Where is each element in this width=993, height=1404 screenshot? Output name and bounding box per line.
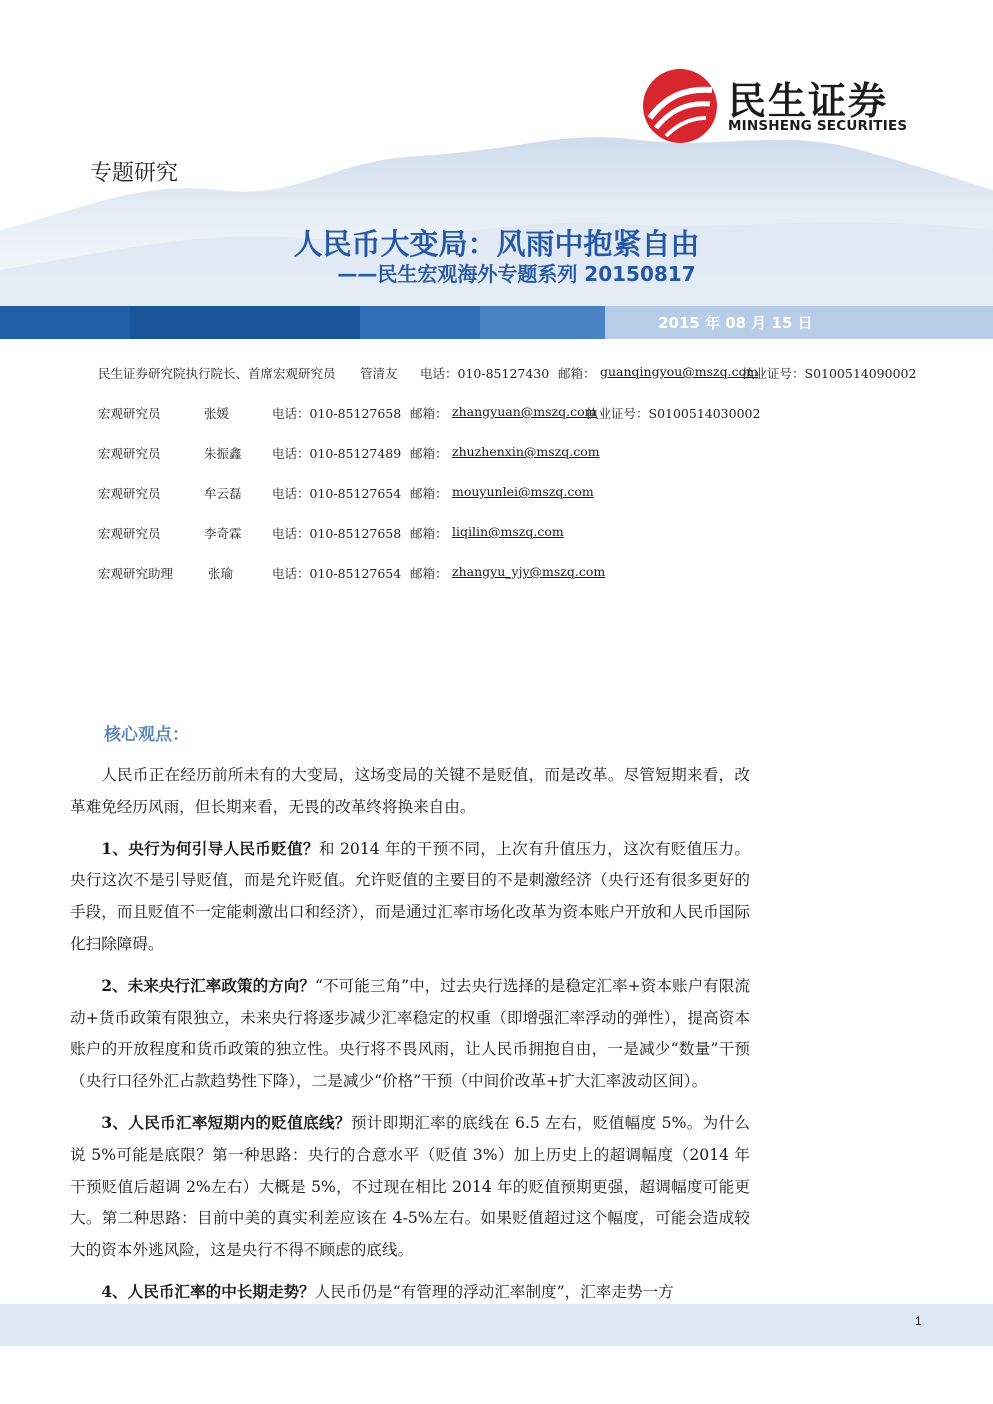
contact-email-label: 邮箱： [410,486,448,501]
contact-email-label: 邮箱： [410,526,448,541]
contact-name: 管清友 [360,366,398,381]
paragraph [70,1107,750,1267]
contact-phone: 电话：010-85127654 [272,566,402,581]
contact-phone: 电话：010-85127658 [272,406,402,421]
date-banner [0,306,993,339]
contact-phone: 电话：010-85127489 [272,446,402,461]
contact-name: 牟云磊 [204,486,242,501]
contact-email-label: 邮箱： [410,446,448,461]
report-date: 2015 年 08 月 15 日 [658,314,813,332]
footer-band [0,1304,993,1346]
contact-role: 宏观研究员 [98,406,161,421]
logo-name-en: MINSHENG SECURITIES [728,118,908,134]
logo-name-cn: 民生证券 [728,79,889,123]
core-views-body [70,760,750,1318]
paragraph-lead: 3、人民币汇率短期内的贬值底线？ [101,1112,351,1132]
paragraph-lead: 1、央行为何引导人民币贬值？ [101,838,319,858]
paragraph-text: 人民币仍是“有管理的浮动汇率制度”，汇率走势一方 [314,1282,674,1301]
section-label: 专题研究 [90,161,179,186]
contact-email-label: 邮箱： [410,566,448,581]
contact-role: 民生证券研究院执行院长、首席宏观研究员 [98,366,336,381]
contact-role: 宏观研究助理 [98,566,174,581]
contact-role: 宏观研究员 [98,446,161,461]
contact-role: 宏观研究员 [98,486,161,501]
contact-name: 张瑜 [208,566,234,581]
report-subtitle: ——民生宏观海外专题系列 20150817 [337,262,696,286]
contact-role: 宏观研究员 [98,526,161,541]
contact-name: 张媛 [204,406,230,421]
contact-email-link[interactable]: zhangyu_yjy@mszq.com [452,564,606,579]
paragraph-lead: 4、人民币汇率的中长期走势？ [101,1281,315,1301]
contact-name: 朱振鑫 [204,446,242,461]
paragraph [70,760,750,824]
paragraph-lead: 2、未来央行汇率政策的方向？ [101,975,316,995]
contact-email-link[interactable]: zhuzhenxin@mszq.com [452,444,600,459]
paragraph-text: 和 2014 年的干预不同，上次有升值压力，这次有贬值压力。央行这次不是引导贬值，而是允许贬值。允许贬值的主要目的不是刺激经济（央行还有很多更好的手段，而且贬值不一定能刺激出口和经济），而是通过汇率市场化改革为资本账户开放和人民币国际化扫除障碍。 [70,839,750,953]
contact-email-link[interactable]: mouyunlei@mszq.com [452,484,594,499]
logo-emblem-icon [640,66,720,146]
paragraph [70,970,750,1098]
contact-email-link[interactable]: liqilin@mszq.com [452,524,564,539]
mountain-background [0,120,993,320]
page-number: 1 [915,1314,922,1328]
contact-email-link[interactable]: guanqingyou@mszq.com [600,364,758,379]
core-views-heading: 核心观点： [104,725,189,745]
contact-email-label: 邮箱： [410,406,448,421]
contact-email-label: 邮箱： [558,366,596,381]
paragraph-text: “不可能三角”中，过去央行选择的是稳定汇率+资本账户有限流动+货币政策有限独立，未来央行将逐步减少汇率稳定的权重（即增强汇率浮动的弹性），提高资本账户的开放程度和货币政策的独立性。央行将不畏风雨，让人民币拥抱自由，一是减少“数量”干预（央行口径外汇占款趋势性下降），二是减少“价格”干预（中间价改革+扩大汇率波动区间）。 [70,976,750,1091]
report-title: 人民币大变局：风雨中抱紧自由 [293,227,700,261]
contact-name: 李奇霖 [204,526,242,541]
minsheng-logo [640,66,930,146]
contact-license: 执业证号：S0100514090002 [742,366,917,381]
paragraph [70,833,750,961]
contact-email-link[interactable]: zhangyuan@mszq.com [452,404,597,419]
contact-phone: 电话：010-85127654 [272,486,402,501]
paragraph-text: 人民币正在经历前所未有的大变局，这场变局的关键不是贬值，而是改革。尽管短期来看，改革难免经历风雨，但长期来看，无畏的改革终将换来自由。 [70,766,750,816]
contact-phone: 电话：010-85127658 [272,526,402,541]
paragraph-text: 预计即期汇率的底线在 6.5 左右，贬值幅度 5%。为什么说 5%可能是底限？第一种思路：央行的合意水平（贬值 3%）加上历史上的超调幅度（2014 年干预贬值后超调 2%左右）大概是 5%，不过现在相比 2014 年的贬值预期更强，超调幅度可能更大。第二种思路：目前中美的真实利差应该在 4-5%左右。如果贬值超过这个幅度，可能会造成较大的资本外逃风险，这是央行不得不顾虑的底线。 [70,1113,750,1260]
contact-license: 执业证号：S0100514030002 [586,406,761,421]
contact-phone: 电话：010-85127430 [420,366,550,381]
